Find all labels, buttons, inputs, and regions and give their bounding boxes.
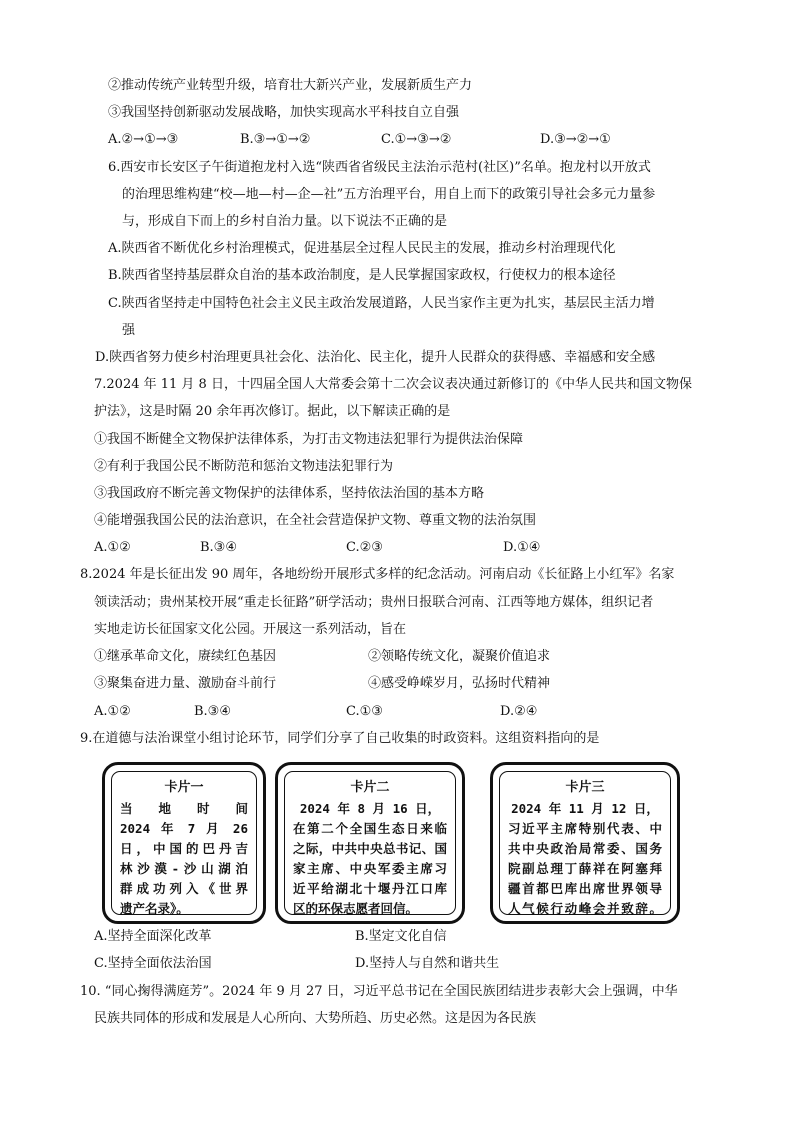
q9-option-c: C.坚持全面依法治国 — [94, 956, 212, 971]
q8-option-b: B.③④ — [194, 704, 231, 719]
q6-option-b: B.陕西省坚持基层群众自治的基本政治制度，是人民掌握国家政权，行使权力的根本途径 — [108, 268, 616, 283]
q5-option-a: A.②→①→③ — [108, 132, 179, 147]
card-3-title: 卡片三 — [565, 780, 605, 795]
card-1-line: 林沙漠-沙山湖泊 — [120, 861, 248, 876]
q8-item-3: ③聚集奋进力量、激励奋斗前行 — [94, 676, 277, 691]
q6-option-c-line-2: 强 — [122, 323, 136, 338]
card-3-line: 习近平主席特别代表、中 — [508, 821, 662, 836]
q7-item-2: ②有利于我国公民不断防范和惩治文物违法犯罪行为 — [94, 459, 394, 474]
card-2-line: 家主席、中央军委主席习 — [293, 861, 447, 876]
q8-stem-line-2: 领读活动；贵州某校开展“重走长征路”研学活动；贵州日报联合河南、江西等地方媒体，组织记者 — [94, 595, 654, 610]
card-3-line: 2024 年 11 月 12 日， — [511, 801, 659, 816]
q7-option-c: C.②③ — [346, 540, 383, 555]
q7-item-4: ④能增强我国公民的法治意识，在全社会营造保护文物、尊重文物的法治氛围 — [94, 513, 537, 528]
card-1-line: 当 地 时 间 — [120, 801, 248, 816]
card-2-line: 近平给湖北十堰丹江口库 — [293, 881, 447, 896]
card-3 — [490, 762, 680, 924]
q8-item-1: ①继承革命文化，赓续红色基因 — [94, 649, 277, 664]
card-1-line: 遗产名录》。 — [120, 901, 189, 916]
q7-stem-line-1: 7.2024 年 11 月 8 日，十四届全国人大常委会第十二次会议表决通过新修订的《中华人民共和国文物保 — [94, 377, 692, 392]
q7-item-1: ①我国不断健全文物保护法律体系，为打击文物违法犯罪行为提供法治保障 — [94, 432, 524, 447]
q8-option-c: C.①③ — [346, 704, 383, 719]
q9-stem: 9.在道德与法治课堂小组讨论环节，同学们分享了自己收集的时政资料。这组资料指向的是 — [80, 731, 600, 746]
card-1 — [102, 762, 266, 924]
q8-option-d: D.②④ — [500, 704, 538, 719]
q5-item-3: ③我国坚持创新驱动发展战略，加快实现高水平科技自立自强 — [108, 105, 460, 120]
q8-stem-line-1: 8.2024 年是长征出发 90 周年，各地纷纷开展形式多样的纪念活动。河南启动《长征路上小红军》名家 — [80, 567, 675, 582]
q6-stem-line-3: 与，形成自下而上的乡村自治力量。以下说法不正确的是 — [122, 214, 448, 229]
q9-options-row-2 — [94, 955, 694, 973]
q9-option-a: A.坚持全面深化改革 — [94, 929, 212, 944]
card-2-line: 2024 年 8 月 16 日， — [299, 801, 441, 816]
q7-option-a: A.①② — [94, 540, 131, 555]
q7-option-b: B.③④ — [200, 540, 237, 555]
card-1-title: 卡片一 — [164, 780, 204, 795]
q6-option-a: A.陕西省不断优化乡村治理模式，促进基层全过程人民民主的发展，推动乡村治理现代化 — [108, 241, 616, 256]
q7-item-3: ③我国政府不断完善文物保护的法律体系，坚持依法治国的基本方略 — [94, 486, 485, 501]
q8-items-row-2 — [94, 675, 694, 693]
card-1-line: 群成功列入《世界 — [120, 881, 248, 896]
q8-option-a: A.①② — [94, 704, 131, 719]
card-2-title: 卡片二 — [350, 780, 390, 795]
q5-option-b: B.③→①→② — [240, 132, 311, 147]
q7-option-d: D.①④ — [503, 540, 541, 555]
q5-options — [108, 131, 708, 149]
card-3-line: 人气候行动峰会并致辞。 — [508, 901, 662, 916]
q9-option-b: B.坚定文化自信 — [355, 929, 447, 944]
card-2-line: 在第二个全国生态日来临 — [293, 821, 447, 836]
q8-item-2: ②领略传统文化，凝聚价值追求 — [368, 649, 551, 664]
q9-options-row-1 — [94, 928, 694, 946]
q6-option-c-line-1: C.陕西省坚持走中国特色社会主义民主政治发展道路，人民当家作主更为扎实，基层民主活力增 — [108, 296, 655, 311]
q7-options — [94, 539, 694, 557]
card-3-line: 院副总理丁薛祥在阿塞拜 — [508, 861, 662, 876]
q6-stem-line-2: 的治理思维构建“校—地—村—企—社”五方治理平台，用自上而下的政策引导社会多元力量参 — [122, 187, 656, 202]
q5-option-c: C.①→③→② — [381, 132, 452, 147]
card-1-line: 日，中国的巴丹吉 — [120, 841, 248, 856]
card-3-line: 共中央政治局常委、国务 — [508, 841, 662, 856]
q10-stem-line-1: 10. “同心掬得满庭芳”。2024 年 9 月 27 日，习近平总书记在全国民族团结进步表彰大会上强调，中华 — [80, 984, 678, 999]
q6-stem-line-1: 6.西安市长安区子午街道抱龙村入选“陕西省省级民主法治示范村(社区)”名单。抱龙村以开放式 — [108, 160, 651, 175]
q5-option-d: D.③→②→① — [540, 132, 611, 147]
q8-options — [94, 703, 694, 721]
q10-stem-line-2: 民族共同体的形成和发展是人心所向、大势所趋、历史必然。这是因为各民族 — [94, 1011, 537, 1026]
card-2-line: 区的环保志愿者回信。 — [293, 901, 419, 916]
card-2 — [275, 762, 465, 924]
q8-items-row-1 — [94, 648, 694, 666]
card-1-line: 2024 年 7 月 26 — [120, 821, 248, 836]
card-3-line: 疆首都巴库出席世界领导 — [508, 881, 662, 896]
q9-option-d: D.坚持人与自然和谐共生 — [355, 956, 500, 971]
q7-stem-line-2: 护法》，这是时隔 20 余年再次修订。据此，以下解读正确的是 — [94, 404, 451, 419]
q8-item-4: ④感受峥嵘岁月，弘扬时代精神 — [368, 676, 551, 691]
q6-option-d: D.陕西省努力使乡村治理更具社会化、法治化、民主化，提升人民群众的获得感、幸福感和安全感 — [95, 350, 656, 365]
q8-stem-line-3: 实地走访长征国家文化公园。开展这一系列活动，旨在 — [94, 622, 407, 637]
card-2-line: 之际，中共中央总书记、国 — [293, 841, 447, 856]
q5-item-2: ②推动传统产业转型升级，培育壮大新兴产业，发展新质生产力 — [108, 78, 473, 93]
